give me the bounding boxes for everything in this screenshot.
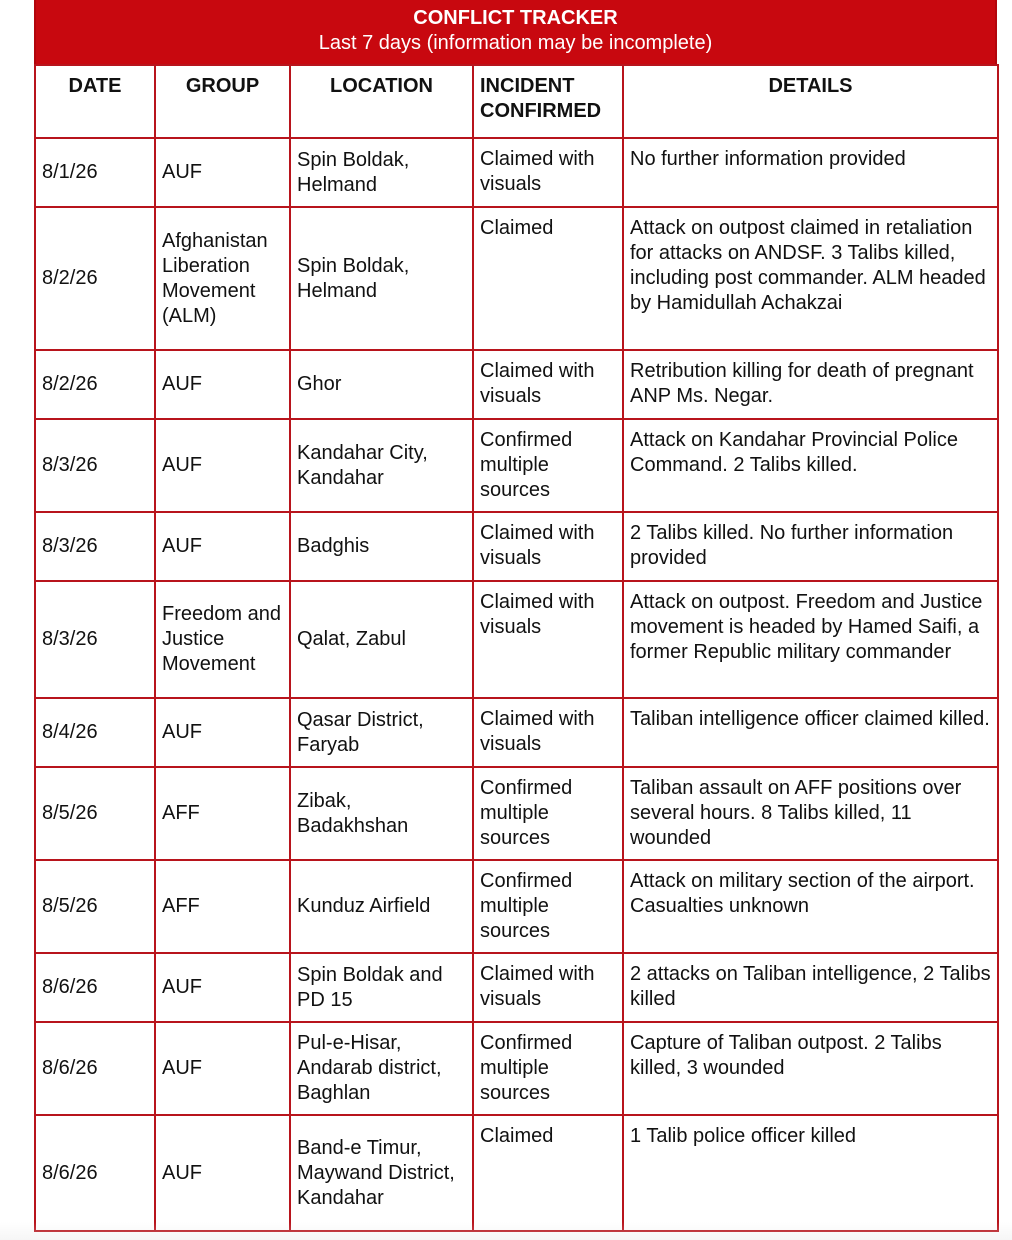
column-header-date: DATE xyxy=(35,65,155,138)
cell-confirmed: Claimed with visuals xyxy=(473,138,623,207)
table-row xyxy=(35,1115,998,1231)
table-row xyxy=(35,419,998,512)
cell-confirmed: Claimed with visuals xyxy=(473,512,623,581)
cell-group: AUF xyxy=(155,419,290,512)
cell-date: 8/6/26 xyxy=(35,1115,155,1231)
cell-group: AUF xyxy=(155,1115,290,1231)
cell-details: Attack on Kandahar Provincial Police Command. 2 Talibs killed. xyxy=(623,419,998,512)
cell-details: Taliban assault on AFF positions over several hours. 8 Talibs killed, 11 wounded xyxy=(623,767,998,860)
cell-details: 2 attacks on Taliban intelligence, 2 Talibs killed xyxy=(623,953,998,1022)
table-row xyxy=(35,953,998,1022)
cell-location: Kunduz Airfield xyxy=(290,860,473,953)
table-row xyxy=(35,512,998,581)
cell-group: AFF xyxy=(155,860,290,953)
cell-confirmed: Claimed with visuals xyxy=(473,698,623,767)
cell-date: 8/2/26 xyxy=(35,350,155,419)
cell-group: AUF xyxy=(155,138,290,207)
cell-location: Pul-e-Hisar, Andarab district, Baghlan xyxy=(290,1022,473,1115)
tracker-banner xyxy=(34,0,997,64)
cell-details: Attack on military section of the airport. Casualties unknown xyxy=(623,860,998,953)
column-header-details: DETAILS xyxy=(623,65,998,138)
table-header-row xyxy=(35,65,998,138)
cell-group: AUF xyxy=(155,698,290,767)
table-row xyxy=(35,207,998,350)
cell-confirmed: Claimed xyxy=(473,1115,623,1231)
cell-group: AUF xyxy=(155,953,290,1022)
column-header-incident-confirmed: INCIDENT CONFIRMED xyxy=(473,65,623,138)
cell-location: Spin Boldak, Helmand xyxy=(290,207,473,350)
cell-location: Ghor xyxy=(290,350,473,419)
cell-details: Taliban intelligence officer claimed killed. xyxy=(623,698,998,767)
table-row xyxy=(35,767,998,860)
conflict-tracker xyxy=(34,0,997,1232)
cell-confirmed: Confirmed multiple sources xyxy=(473,1022,623,1115)
table-row xyxy=(35,1022,998,1115)
cell-confirmed: Claimed with visuals xyxy=(473,350,623,419)
table-row xyxy=(35,698,998,767)
cell-location: Badghis xyxy=(290,512,473,581)
cell-confirmed: Claimed with visuals xyxy=(473,581,623,698)
cell-details: Attack on outpost claimed in retaliation for attacks on ANDSF. 3 Talibs killed, including post commander. ALM headed by Hamidullah Achakzai xyxy=(623,207,998,350)
cell-details: No further information provided xyxy=(623,138,998,207)
cell-group: AFF xyxy=(155,767,290,860)
cell-date: 8/6/26 xyxy=(35,953,155,1022)
cell-location: Zibak, Badakhshan xyxy=(290,767,473,860)
cell-location: Spin Boldak, Helmand xyxy=(290,138,473,207)
table-row xyxy=(35,581,998,698)
cell-date: 8/6/26 xyxy=(35,1022,155,1115)
cell-date: 8/3/26 xyxy=(35,512,155,581)
cell-location: Qalat, Zabul xyxy=(290,581,473,698)
cell-date: 8/4/26 xyxy=(35,698,155,767)
cell-date: 8/5/26 xyxy=(35,860,155,953)
cell-details: Capture of Taliban outpost. 2 Talibs killed, 3 wounded xyxy=(623,1022,998,1115)
cell-group: Freedom and Justice Movement xyxy=(155,581,290,698)
cell-details: Retribution killing for death of pregnant ANP Ms. Negar. xyxy=(623,350,998,419)
cell-details: Attack on outpost. Freedom and Justice movement is headed by Hamed Saifi, a former Republic military commander xyxy=(623,581,998,698)
table-row xyxy=(35,138,998,207)
cell-confirmed: Claimed xyxy=(473,207,623,350)
cell-date: 8/2/26 xyxy=(35,207,155,350)
cell-group: AUF xyxy=(155,350,290,419)
column-header-group: GROUP xyxy=(155,65,290,138)
table-row xyxy=(35,350,998,419)
cell-location: Kandahar City, Kandahar xyxy=(290,419,473,512)
cell-location: Qasar District, Faryab xyxy=(290,698,473,767)
column-header-location: LOCATION xyxy=(290,65,473,138)
cell-location: Spin Boldak and PD 15 xyxy=(290,953,473,1022)
cell-group: AUF xyxy=(155,512,290,581)
cell-date: 8/3/26 xyxy=(35,419,155,512)
cell-confirmed: Claimed with visuals xyxy=(473,953,623,1022)
tracker-title: CONFLICT TRACKER xyxy=(413,7,618,29)
cell-group: AUF xyxy=(155,1022,290,1115)
incident-table xyxy=(34,64,999,1232)
cell-location: Band-e Timur, Maywand District, Kandahar xyxy=(290,1115,473,1231)
cell-details: 2 Talibs killed. No further information provided xyxy=(623,512,998,581)
cell-date: 8/1/26 xyxy=(35,138,155,207)
tracker-subtitle: Last 7 days (information may be incomplete) xyxy=(318,32,713,54)
cell-details: 1 Talib police officer killed xyxy=(623,1115,998,1231)
cell-date: 8/3/26 xyxy=(35,581,155,698)
cell-confirmed: Confirmed multiple sources xyxy=(473,860,623,953)
cell-confirmed: Confirmed multiple sources xyxy=(473,767,623,860)
cell-confirmed: Confirmed multiple sources xyxy=(473,419,623,512)
table-row xyxy=(35,860,998,953)
cell-group: Afghanistan Liberation Movement (ALM) xyxy=(155,207,290,350)
cell-date: 8/5/26 xyxy=(35,767,155,860)
